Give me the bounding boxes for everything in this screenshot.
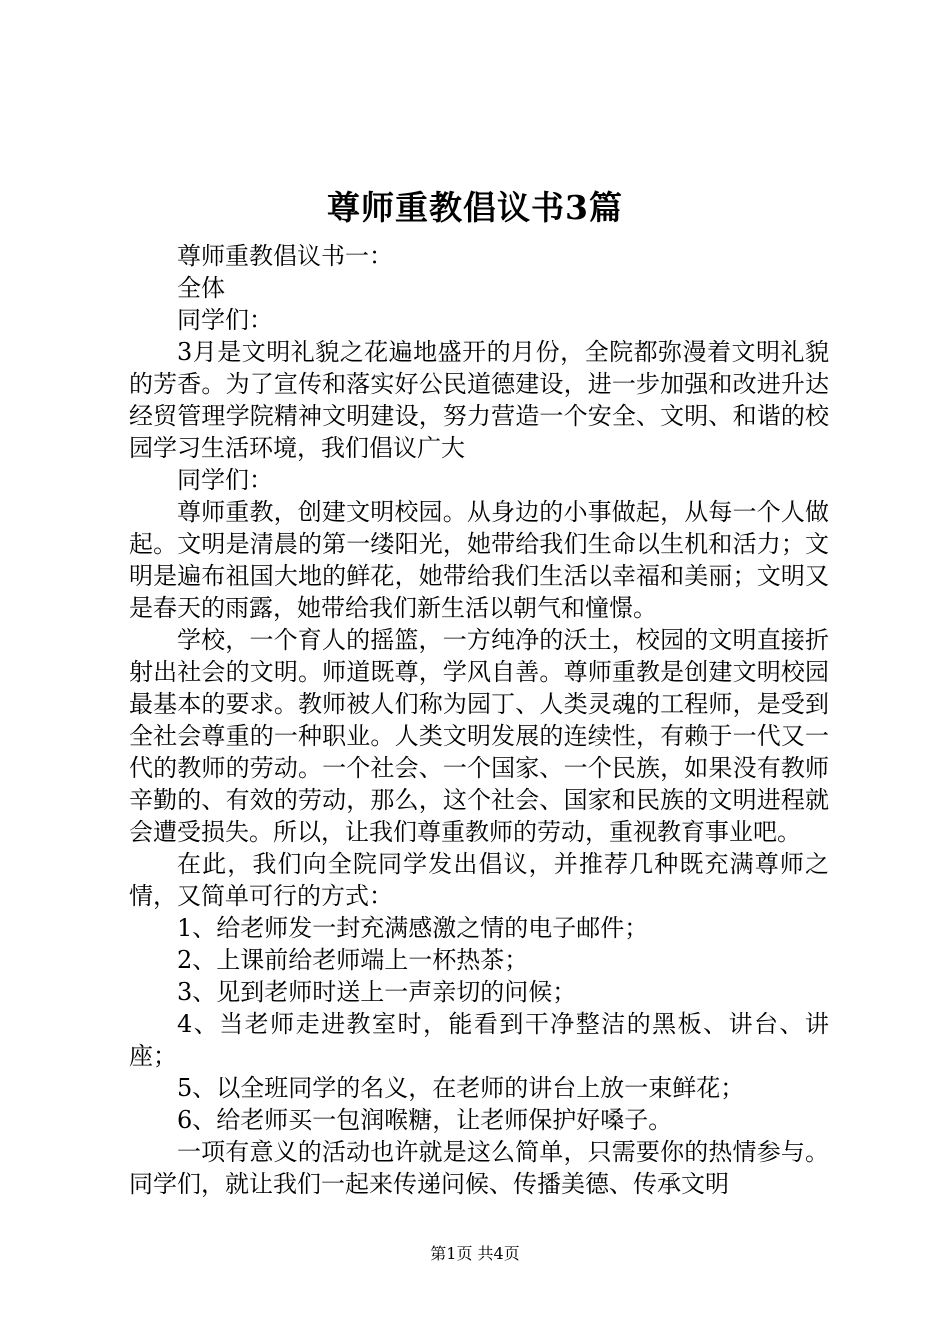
list-item: 1、给老师发一封充满感激之情的电子邮件； (177, 914, 649, 942)
paragraph: 同学们： (177, 306, 273, 334)
list-item: 6、给老师买一包润喉糖，让老师保护好嗓子。 (177, 1106, 673, 1134)
list-item: 4、当老师走进教室时，能看到干净整洁的黑板、讲台、讲座； (129, 1010, 829, 1070)
paragraph: 在此，我们向全院同学发出倡议，并推荐几种既充满尊师之情，又简单可行的方式： (129, 850, 829, 910)
document-title: 尊师重教倡议书3篇 (327, 188, 623, 227)
document-body (129, 240, 829, 1200)
paragraph: 尊师重教，创建文明校园。从身边的小事做起，从每一个人做起。文明是清晨的第一缕阳光，她带给我们生命以生机和活力；文明是遍布祖国大地的鲜花，她带给我们生活以幸福和美丽；文明又是春天的雨露，她带给我们新生活以朝气和憧憬。 (129, 498, 829, 622)
list-item: 3、见到老师时送上一声亲切的问候； (177, 978, 577, 1006)
paragraph: 3月是文明礼貌之花遍地盛开的月份，全院都弥漫着文明礼貌的芳香。为了宣传和落实好公民道德建设，进一步加强和改进升达经贸管理学院精神文明建设，努力营造一个安全、文明、和谐的校园学习生活环境，我们倡议广大 (129, 338, 829, 462)
paragraph: 尊师重教倡议书一： (177, 242, 393, 270)
list-item: 5、以全班同学的名义，在老师的讲台上放一束鲜花； (177, 1074, 745, 1102)
paragraph: 一项有意义的活动也许就是这么简单，只需要你的热情参与。同学们，就让我们一起来传递问候、传播美德、传承文明 (129, 1138, 829, 1198)
paragraph: 全体 (177, 274, 225, 302)
paragraph: 同学们： (177, 466, 273, 494)
page-footer: 第1页 共4页 (430, 1244, 520, 1263)
paragraph: 学校，一个育人的摇篮，一方纯净的沃土，校园的文明直接折射出社会的文明。师道既尊，学风自善。尊师重教是创建文明校园最基本的要求。教师被人们称为园丁、人类灵魂的工程师，是受到全社会尊重的一种职业。人类文明发展的连续性，有赖于一代又一代的教师的劳动。一个社会、一个国家、一个民族，如果没有教师辛勤的、有效的劳动，那么，这个社会、国家和民族的文明进程就会遭受损失。所以，让我们尊重教师的劳动，重视教育事业吧。 (129, 626, 829, 846)
list-item: 2、上课前给老师端上一杯热茶； (177, 946, 529, 974)
